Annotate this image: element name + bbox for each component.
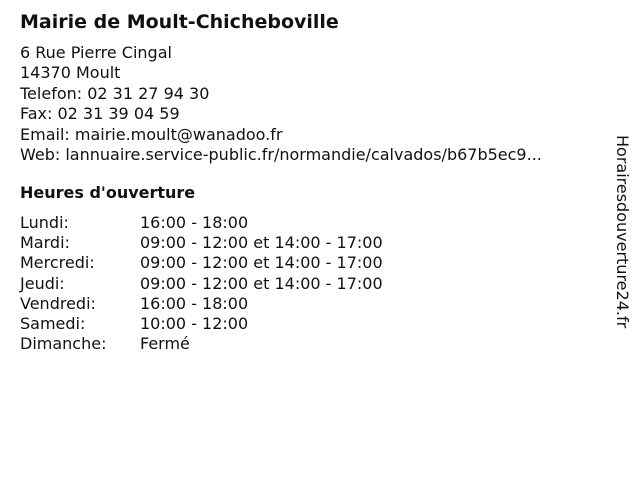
- address-street: 6 Rue Pierre Cingal: [20, 43, 172, 62]
- day-label: Lundi:: [20, 213, 69, 232]
- hours-row-thursday: [20, 274, 440, 294]
- day-label: Samedi:: [20, 313, 86, 333]
- contact-info: [20, 43, 542, 165]
- fax-number: Fax: 02 31 39 04 59: [20, 104, 180, 124]
- hours-row-monday: [20, 213, 440, 233]
- day-label: Mardi:: [20, 233, 70, 253]
- day-label: Vendredi:: [20, 293, 96, 313]
- hours-row-sunday: [20, 334, 440, 354]
- time-range: 09:00 - 12:00 et 14:00 - 17:00: [140, 273, 383, 293]
- email-address: Email: mairie.moult@wanadoo.fr: [20, 124, 283, 144]
- day-label: Dimanche:: [20, 334, 107, 354]
- day-label: Jeudi:: [20, 273, 65, 293]
- hours-row-friday: [20, 294, 440, 314]
- hours-row-saturday: [20, 314, 440, 334]
- phone-number: Telefon: 02 31 27 94 30: [20, 83, 210, 103]
- time-range: 10:00 - 12:00: [140, 313, 249, 333]
- opening-hours-heading: Heures d'ouverture: [20, 183, 196, 202]
- address-city: 14370 Moult: [20, 63, 121, 83]
- time-range: 16:00 - 18:00: [140, 293, 249, 313]
- time-range: 09:00 - 12:00 et 14:00 - 17:00: [140, 233, 383, 253]
- time-range: Fermé: [140, 334, 190, 354]
- time-range: 09:00 - 12:00 et 14:00 - 17:00: [140, 253, 383, 273]
- day-label: Mercredi:: [20, 253, 95, 273]
- hours-row-wednesday: [20, 253, 440, 273]
- website-link: Web: lannuaire.service-public.fr/normandie/calvados/b67b5ec9...: [20, 144, 542, 164]
- site-watermark: Horairesdouverture24.fr: [613, 135, 632, 329]
- hours-row-tuesday: [20, 233, 440, 253]
- opening-hours-table: [20, 213, 440, 354]
- time-range: 16:00 - 18:00: [140, 213, 249, 232]
- office-name: Mairie de Moult-Chicheboville: [20, 11, 339, 33]
